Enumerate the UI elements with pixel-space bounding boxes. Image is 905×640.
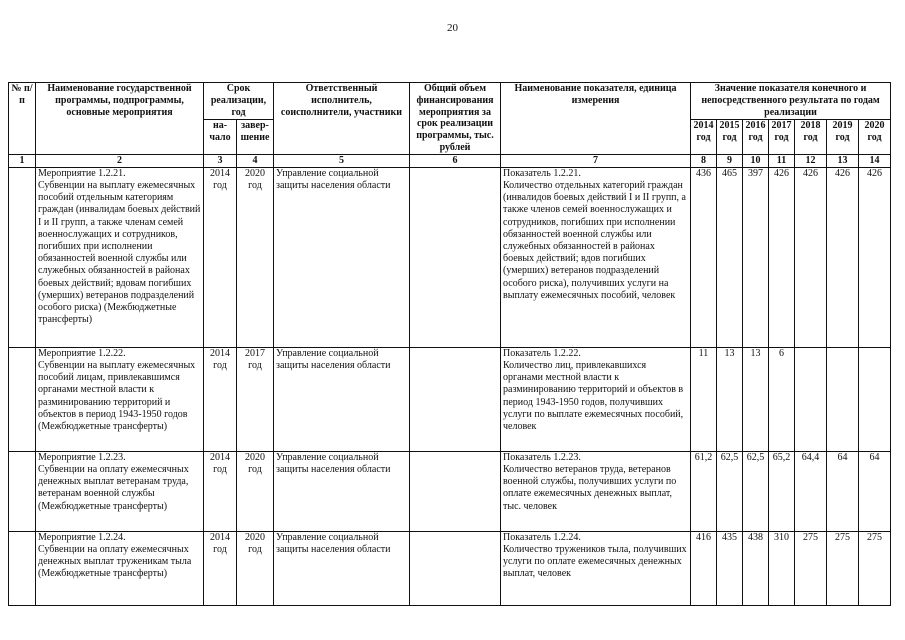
column-number: 10 [743,154,769,167]
year-value: 426 [769,167,795,347]
year-value: 416 [691,531,717,605]
term-end: 2020 год [237,531,274,605]
column-number: 8 [691,154,717,167]
funding [410,167,501,347]
column-number: 3 [204,154,237,167]
year-value: 6 [769,347,795,451]
term-start: 2014 год [204,167,237,347]
term-start: 2014 год [204,531,237,605]
header-indicator: Наименование показателя, единица измерения [501,83,691,155]
year-value: 465 [717,167,743,347]
header-year: 2018 год [795,120,827,155]
year-value: 275 [827,531,859,605]
column-number: 12 [795,154,827,167]
table-row [9,167,891,347]
row-num [9,451,36,531]
header-year: 2017 год [769,120,795,155]
year-value: 62,5 [717,451,743,531]
year-value: 64,4 [795,451,827,531]
column-number: 13 [827,154,859,167]
row-num [9,167,36,347]
header-values: Значение показателя конечного и непосредственного результата по годам реализации [691,83,891,120]
executor: Управление социальной защиты населения области [274,347,410,451]
year-value: 13 [743,347,769,451]
column-number: 11 [769,154,795,167]
activity-name: Мероприятие 1.2.23. Субвенции на оплату ежемесячных денежных выплат ветеранам труда, ветеранам военной службы (Межбюджетные трансферты) [36,451,204,531]
year-value: 438 [743,531,769,605]
column-numbers-row [9,154,891,167]
column-number: 2 [36,154,204,167]
header-year: 2014 год [691,120,717,155]
header-term: Срок реализации, год [204,83,274,120]
year-value: 426 [859,167,891,347]
header-year: 2019 год [827,120,859,155]
year-value: 426 [827,167,859,347]
term-end: 2017 год [237,347,274,451]
year-value [795,347,827,451]
header-year: 2020 год [859,120,891,155]
indicator: Показатель 1.2.24. Количество тружеников тыла, получивших услуги по оплате ежемесячных денежных выплат, человек [501,531,691,605]
year-value: 435 [717,531,743,605]
year-value [859,347,891,451]
activity-name: Мероприятие 1.2.24. Субвенции на оплату ежемесячных денежных выплат труженикам тыла (Межбюджетные трансферты) [36,531,204,605]
executor: Управление социальной защиты населения области [274,531,410,605]
header-num: № п/п [9,83,36,155]
year-value: 61,2 [691,451,717,531]
year-value: 65,2 [769,451,795,531]
activity-name: Мероприятие 1.2.22. Субвенции на выплату ежемесячных пособий лицам, привлекавшимся органами местной власти к разминированию территорий и объектов в период 1943-1950 годов (Межбюджетные трансферты) [36,347,204,451]
executor: Управление социальной защиты населения области [274,451,410,531]
indicator: Показатель 1.2.21. Количество отдельных категорий граждан (инвалидов боевых действий I и II групп, а также членов семей военнослужащих и сотрудников, погибших при исполнении обязанностей военной службы или служебных обязанностей в районах боевых действий; вдов погибших (умерших) ветеранов подразделений особого риска), получивших услуги на выплату ежемесячных пособий, человек [501,167,691,347]
term-start: 2014 год [204,451,237,531]
indicator: Показатель 1.2.23. Количество ветеранов труда, ветеранов военной службы, получивших услуги по оплате ежемесячных денежных выплат, тыс. человек [501,451,691,531]
header-name: Наименование государственной программы, подпрограммы, основные мероприятия [36,83,204,155]
column-number: 14 [859,154,891,167]
header-year: 2016 год [743,120,769,155]
funding [410,451,501,531]
header-term-start: на-чало [204,120,237,155]
term-end: 2020 год [237,451,274,531]
executor: Управление социальной защиты населения области [274,167,410,347]
year-value: 397 [743,167,769,347]
funding [410,531,501,605]
year-value [827,347,859,451]
term-start: 2014 год [204,347,237,451]
year-value: 275 [859,531,891,605]
year-value: 64 [827,451,859,531]
column-number: 6 [410,154,501,167]
year-value: 310 [769,531,795,605]
row-num [9,531,36,605]
program-table [8,82,891,606]
column-number: 7 [501,154,691,167]
header-row [9,83,891,120]
column-number: 1 [9,154,36,167]
year-value: 11 [691,347,717,451]
term-end: 2020 год [237,167,274,347]
year-value: 13 [717,347,743,451]
header-term-end: завер-шение [237,120,274,155]
row-num [9,347,36,451]
activity-name: Мероприятие 1.2.21. Субвенции на выплату ежемесячных пособий отдельным категориям граждан (инвалидам боевых действий I и II групп, а также членам семей военнослужащих и сотрудников, погибших при исполнении обязанностей военной службы или служебных обязанностей в районах боевых действий; вдовам погибших (умерших) ветеранов подразделений особого риска) (Межбюджетные трансферты) [36,167,204,347]
year-value: 436 [691,167,717,347]
table-row [9,347,891,451]
column-number: 5 [274,154,410,167]
table-row [9,451,891,531]
header-executor: Ответственный исполнитель, соисполнители, участники [274,83,410,155]
column-number: 4 [237,154,274,167]
year-value: 64 [859,451,891,531]
year-value: 426 [795,167,827,347]
table-row [9,531,891,605]
year-value: 62,5 [743,451,769,531]
header-year: 2015 год [717,120,743,155]
column-number: 9 [717,154,743,167]
page-number: 20 [447,22,458,34]
year-value: 275 [795,531,827,605]
indicator: Показатель 1.2.22. Количество лиц, привлекавшихся органами местной власти к разминированию территорий и объектов в период 1943-1950 годов, получивших услуги по выплате ежемесячных пособий, человек [501,347,691,451]
header-funding: Общий объем финансирования мероприятия за срок реализации программы, тыс. рублей [410,83,501,155]
funding [410,347,501,451]
